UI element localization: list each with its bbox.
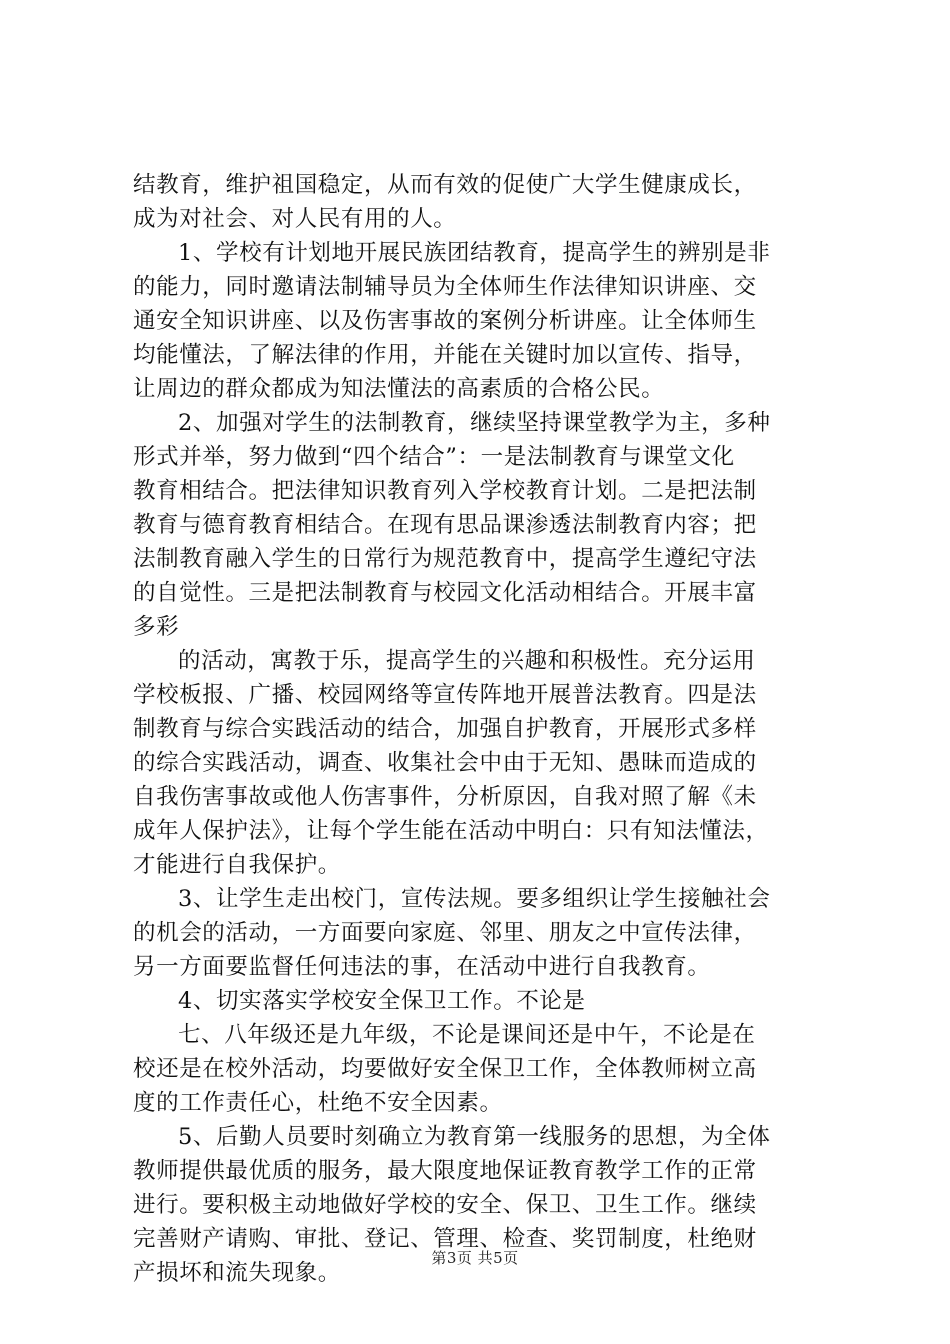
text-line: 通安全知识讲座、以及伤害事故的案例分析讲座。让全体师生 bbox=[133, 308, 757, 334]
text-line: 教师提供最优质的服务，最大限度地保证教育教学工作的正常 bbox=[133, 1158, 757, 1184]
text-line: 度的工作责任心，杜绝不安全因素。 bbox=[133, 1090, 503, 1116]
text-line: 成年人保护法》，让每个学生能在活动中明白：只有知法懂法， bbox=[133, 818, 769, 844]
text-line: 自我伤害事故或他人伤害事件，分析原因，自我对照了解《未 bbox=[133, 784, 757, 810]
text-line: 制教育与综合实践活动的结合，加强自护教育，开展形式多样 bbox=[133, 716, 757, 742]
text-line: 多彩 bbox=[133, 614, 180, 640]
text-line: 让周边的群众都成为知法懂法的高素质的合格公民。 bbox=[133, 376, 665, 402]
text-line: 的综合实践活动，调查、收集社会中由于无知、愚昧而造成的 bbox=[133, 750, 757, 776]
text-line: 教育相结合。把法律知识教育列入学校教育计划。二是把法制 bbox=[133, 478, 757, 504]
text-line: 4、切实落实学校安全保卫工作。不论是 bbox=[178, 988, 586, 1014]
text-line: 校还是在校外活动，均要做好安全保卫工作，全体教师树立高 bbox=[133, 1056, 757, 1082]
text-line: 的能力，同时邀请法制辅导员为全体师生作法律知识讲座、交 bbox=[133, 274, 757, 300]
text-line: 结教育，维护祖国稳定，从而有效的促使广大学生健康成长， bbox=[133, 172, 757, 198]
text-line: 2、加强对学生的法制教育，继续坚持课堂教学为主，多种 bbox=[178, 410, 771, 436]
document-body bbox=[133, 168, 833, 1290]
text-line: 七、八年级还是九年级，不论是课间还是中午，不论是在 bbox=[178, 1022, 756, 1048]
text-line: 成为对社会、对人民有用的人。 bbox=[133, 206, 457, 232]
text-line: 教育与德育教育相结合。在现有思品课渗透法制教育内容；把 bbox=[133, 512, 757, 538]
text-line: 形式并举，努力做到“四个结合”：一是法制教育与课堂文化 bbox=[133, 444, 735, 470]
text-line: 均能懂法，了解法律的作用，并能在关键时加以宣传、指导， bbox=[133, 342, 757, 368]
text-line: 5、后勤人员要时刻确立为教育第一线服务的思想，为全体 bbox=[178, 1124, 771, 1150]
text-line: 1、学校有计划地开展民族团结教育，提高学生的辨别是非 bbox=[178, 240, 771, 266]
text-line: 的活动，寓教于乐，提高学生的兴趣和积极性。充分运用 bbox=[178, 648, 756, 674]
text-line: 进行。要积极主动地做好学校的安全、保卫、卫生工作。继续 bbox=[133, 1192, 757, 1218]
text-line: 完善财产请购、审批、登记、管理、检查、奖罚制度，杜绝财 bbox=[133, 1226, 757, 1252]
text-line: 的自觉性。三是把法制教育与校园文化活动相结合。开展丰富 bbox=[133, 580, 757, 606]
text-line: 才能进行自我保护。 bbox=[133, 852, 341, 878]
page-footer: 第3页 共5页 bbox=[431, 1249, 519, 1267]
text-line: 3、让学生走出校门，宣传法规。要多组织让学生接触社会 bbox=[178, 886, 771, 912]
text-line: 另一方面要监督任何违法的事，在活动中进行自我教育。 bbox=[133, 954, 711, 980]
text-line: 的机会的活动，一方面要向家庭、邻里、朋友之中宣传法律， bbox=[133, 920, 757, 946]
text-line: 法制教育融入学生的日常行为规范教育中，提高学生遵纪守法 bbox=[133, 546, 757, 572]
text-line: 产损坏和流失现象。 bbox=[133, 1260, 341, 1286]
text-line: 学校板报、广播、校园网络等宣传阵地开展普法教育。四是法 bbox=[133, 682, 757, 708]
